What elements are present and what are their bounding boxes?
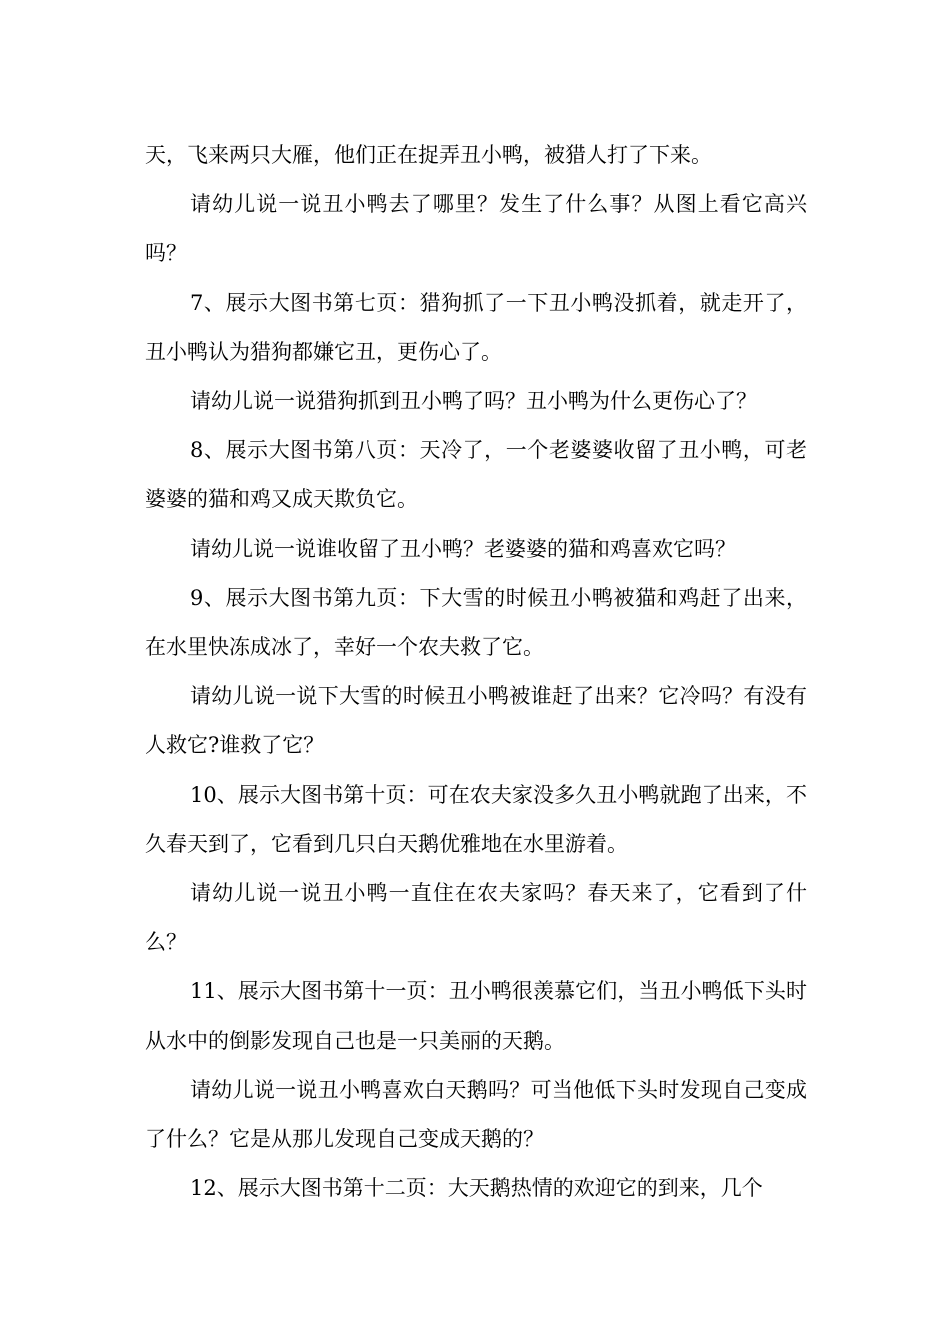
paragraph-step-8: 8、展示大图书第八页：天冷了，一个老婆婆收留了丑小鸭，可老婆婆的猫和鸡又成天欺负它。 [145,438,807,512]
document-body [145,131,807,1213]
paragraph-continuation: 天，飞来两只大雁，他们正在捉弄丑小鸭，被猎人打了下来。 [145,143,712,167]
paragraph-question: 请幼儿说一说猎狗抓到丑小鸭了吗？丑小鸭为什么更伤心了？ [190,389,757,414]
paragraph-step-9: 9、展示大图书第九页：下大雪的时候丑小鸭被猫和鸡赶了出来，在水里快冻成冰了，幸好一个农夫救了它。 [145,585,807,660]
paragraph-step-11: 11、展示大图书第十一页：丑小鸭很羡慕它们，当丑小鸭低下头时从水中的倒影发现自己也是一只美丽的天鹅。 [145,979,807,1053]
paragraph-step-12: 12、展示大图书第十二页：大天鹅热情的欢迎它的到来，几个 [190,1176,763,1201]
paragraph-question: 请幼儿说一说下大雪的时候丑小鸭被谁赶了出来？它冷吗？有没有人救它?谁救了它？ [145,684,807,758]
paragraph-question: 请幼儿说一说谁收留了丑小鸭？老婆婆的猫和鸡喜欢它吗？ [190,536,736,561]
paragraph-question: 请幼儿说一说丑小鸭喜欢白天鹅吗？可当他低下头时发现自己变成了什么？它是从那儿发现自己变成天鹅的？ [145,1077,807,1152]
paragraph-question: 请幼儿说一说丑小鸭一直住在农夫家吗？春天来了，它看到了什么？ [145,881,807,955]
paragraph-step-7: 7、展示大图书第七页：猎狗抓了一下丑小鸭没抓着，就走开了，丑小鸭认为猎狗都嫌它丑，更伤心了。 [145,290,807,364]
paragraph-step-10: 10、展示大图书第十页：可在农夫家没多久丑小鸭就跑了出来，不久春天到了，它看到几只白天鹅优雅地在水里游着。 [145,782,807,856]
paragraph-question: 请幼儿说一说丑小鸭去了哪里？发生了什么事？从图上看它高兴吗？ [145,192,807,266]
